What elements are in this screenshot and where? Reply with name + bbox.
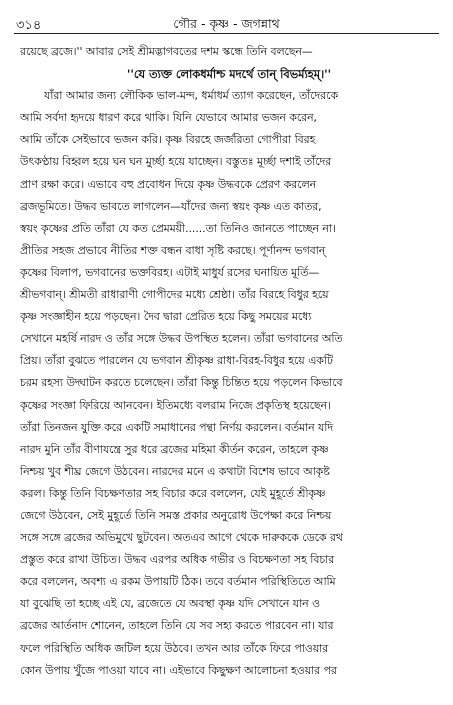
text-line: প্রাণ রক্ষা করে। এভাবে বহু প্রবোধন দিয়ে কৃষ্ণ উদ্ধবকে প্রেরণ করলেন — [20, 177, 317, 191]
text-line: রয়েছে ব্রজে।'' আবার সেই শ্রীমদ্ভাগবতের দশম স্কন্ধে তিনি বলছেন— — [20, 45, 313, 58]
text-line: আমি সর্বদা হৃদয়ে ধারণ করে থাকি। যিনি যেভাবে আমার ভজন করেন, — [20, 111, 317, 125]
text-line: স্বয়ং কৃষ্ণের প্রতি তাঁরা যে কত প্রেমময়ী......তা তিনিও জানতে পাচ্ছেন না। — [20, 221, 336, 235]
text-line: ব্রজের আর্তনাদ শোনেন, তাহলে তিনি যে সব সহ্য করতে পারবেন না। যার — [20, 619, 334, 633]
page-number: ৩১৪ — [16, 18, 42, 33]
text-line: উৎকণ্ঠায় বিহ্বল হয়ে ঘন ঘন মুর্চ্ছা হয়ে যাচ্ছেন। বস্তুতঃ মূর্চ্ছা দশাই তাঁদের — [20, 155, 332, 169]
text-line: কৃষ্ণের সংজ্ঞা ফিরিয়ে আনবেন। ইতিমধ্যে বলরাম নিজে প্রকৃতিস্থ হয়েছেন। — [20, 398, 331, 412]
text-line: যাঁরা আমার জন্য লৌকিক ভাল-মন্দ, ধর্মাধর্ম ত্যাগ করেছেন, তাঁদেরকে — [44, 89, 339, 103]
page-header — [14, 12, 439, 34]
text-line: ফলে পরিস্থিতি অধিক জটিল হয়ে উঠবে। তখন আর তাঁকে ফিরে পাওয়ার — [20, 641, 329, 655]
text-line: প্রস্তুত করে রাখা উচিত। উদ্ধব এরপর অধিক গভীর ও বিচক্ষণতা সহ বিচার — [20, 553, 335, 567]
text-line: কৃষ্ণের বিলাপ, ভগবানের ভক্তবিরহ। এটাই মাধুর্য রসের ঘনায়িত মূর্তি— — [20, 265, 320, 279]
text-line: ব্রজভূমিতে। উদ্ধব ভাবতে লাগলেন—যাঁদের জন্য স্বয়ং কৃষ্ণ এত কাতর, — [20, 199, 322, 213]
text-line: জেগে উঠবেন, সেই মুহূর্তে তিনি সমস্ত প্রকার অনুরোধ উপেক্ষা করে নিশ্চয় — [20, 508, 332, 522]
text-line: আমি তাঁকে সেইভাবে ভজন করি। কৃষ্ণ বিরহে জর্জরিতা গোপীরা বিরহ — [20, 133, 316, 147]
text-line: নারদ মুনি তাঁর বীণাযন্ত্রে সুর ধরে ব্রজের মহিমা কীর্তন করেন, তাহলে কৃষ্ণ — [20, 442, 329, 456]
text-line: নিশ্চয় খুব শীঘ্র জেগে উঠবেন। নারদের মনে এ কথাটা বিশেষ ভাবে আকৃষ্ট — [20, 464, 330, 478]
text-line: কোন উপায় খুঁজে পাওয়া যাবে না। এইভাবে কিছুক্ষণ আলোচনা হওয়ার পর — [20, 663, 337, 677]
page-body — [20, 41, 438, 682]
text-line: করল। কিন্তু তিনি বিচক্ষণতার সহ বিচার করে বললেন, যেই মুহূর্তে শ্রীকৃষ্ণ — [20, 486, 326, 500]
text-line: প্রিয়। তাঁরা বুঝতে পারলেন যে ভগবান শ্রীকৃষ্ণ রাধা-বিরহ-বিধুর হয়ে একটি — [20, 354, 333, 368]
text-line: তাঁরা তিনজন যুক্তি করে একটি সমাধানের পন্থা নির্ণয় করলেন। বর্তমান যদি — [20, 420, 333, 434]
text-line: যা বুঝেছি তা হচ্ছে এই যে, ব্রজেতে যে অবস্থা কৃষ্ণ যদি সেখানে যান ও — [20, 597, 320, 611]
text-line: করে বললেন, অবশ্য এ রকম উপায়টি ঠিক। তবে বর্তমান পরিস্থিতিতে আমি — [20, 575, 336, 589]
text-line: শ্রীভগবান্। শ্রীমতী রাধারাণী গোপীদের মধ্যে শ্রেষ্ঠা। তাঁর বিরহে বিধুর হয়ে — [20, 288, 329, 302]
header-rule — [14, 33, 439, 34]
text-line: চরম রহস্য উদ্ঘাটন করতে চলেছেন। তাঁরা কিন্তু চিন্তিত হয়ে পড়লেন কিভাবে — [20, 376, 343, 390]
running-title: গৌর - কৃষ্ণ - জগন্নাথ — [173, 16, 280, 31]
text-line: প্রীতির সহজ প্রভাবে নীতির শক্ত বন্ধন বাধা সৃষ্টি করছে। পূর্ণানন্দ ভগবান্ — [20, 243, 326, 257]
text-line: সঙ্গে সঙ্গে ব্রজের অভিমুখে ছুটবেন। অতএব আগে থেকে দারুককে ডেকে রথ — [20, 531, 343, 545]
text-line: সেখানে মহর্ষি নারদ ও তাঁর সঙ্গে উদ্ধব উপস্থিত হলেন। তাঁরা ভগবানের অতি — [20, 332, 343, 346]
sanskrit-verse: ''যে ত্যক্ত লোকধর্মাশ্চ মদর্থে তান্ বিভর্ম্যহম্।'' — [126, 67, 332, 82]
text-line: কৃষ্ণ সংজ্ঞাহীন হয়ে পড়ছেন। দৈব দ্বারা প্রেরিত হয়ে কিছু সময়ের মধ্যে — [20, 310, 312, 324]
